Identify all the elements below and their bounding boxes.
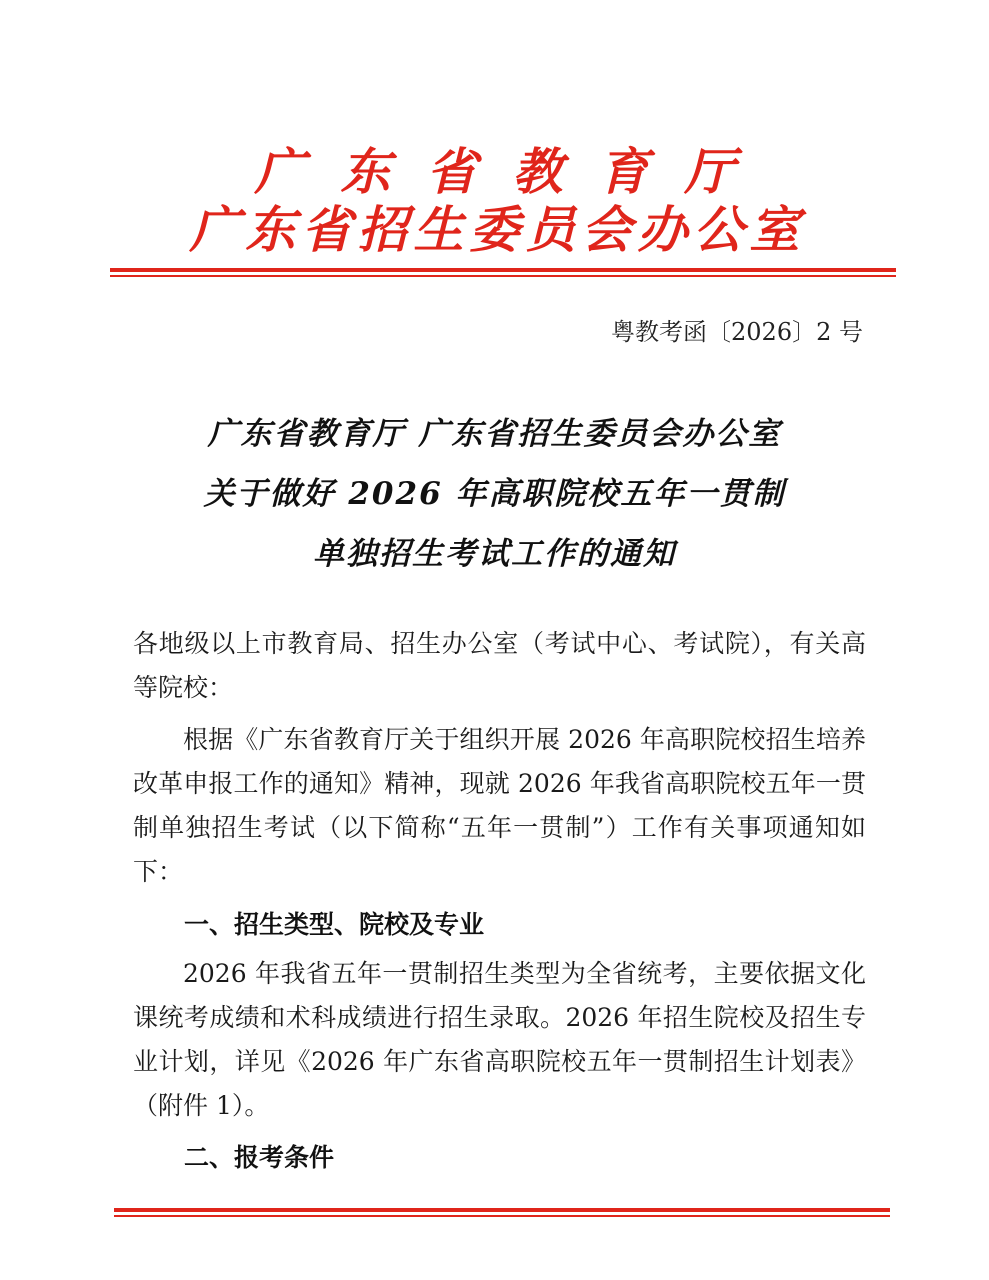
issuer-header-line-1: 广东省教育厅 [254,142,771,201]
salutation: 各地级以上市教育局、招生办公室（考试中心、考试院），有关高等院校： [133,629,866,702]
red-divider-top-thick [110,268,896,272]
notice-title-line-3: 单独招生考试工作的通知 [313,536,676,572]
red-divider-bottom-thick [114,1208,890,1212]
section-2-heading: 二、报考条件 [184,1143,335,1172]
notice-title-line-1: 广东省教育厅 广东省招生委员会办公室 [207,416,782,452]
document-number: 粤教考函〔2026〕2 号 [611,318,863,346]
red-divider-bottom-thin [114,1215,890,1217]
issuer-header-line-2: 广东省招生委员会办公室 [189,200,806,259]
red-divider-top-thin [110,275,896,277]
intro-paragraph: 根据《广东省教育厅关于组织开展 2026 年高职院校招生培养改革申报工作的通知》精神，现就 2026 年我省高职院校五年一贯制单独招生考试（以下简称“五年一贯制”）工作有关事项通知如下： [133,725,866,886]
section-1-heading: 一、招生类型、院校及专业 [184,910,485,939]
notice-title-line-2: 关于做好 2026 年高职院校五年一贯制 [203,476,786,512]
section-1-paragraph: 2026 年我省五年一贯制招生类型为全省统考，主要依据文化课统考成绩和术科成绩进行招生录取。2026 年招生院校及招生专业计划，详见《2026 年广东省高职院校五年一贯制招生计划表》（附件 1）。 [133,959,866,1120]
